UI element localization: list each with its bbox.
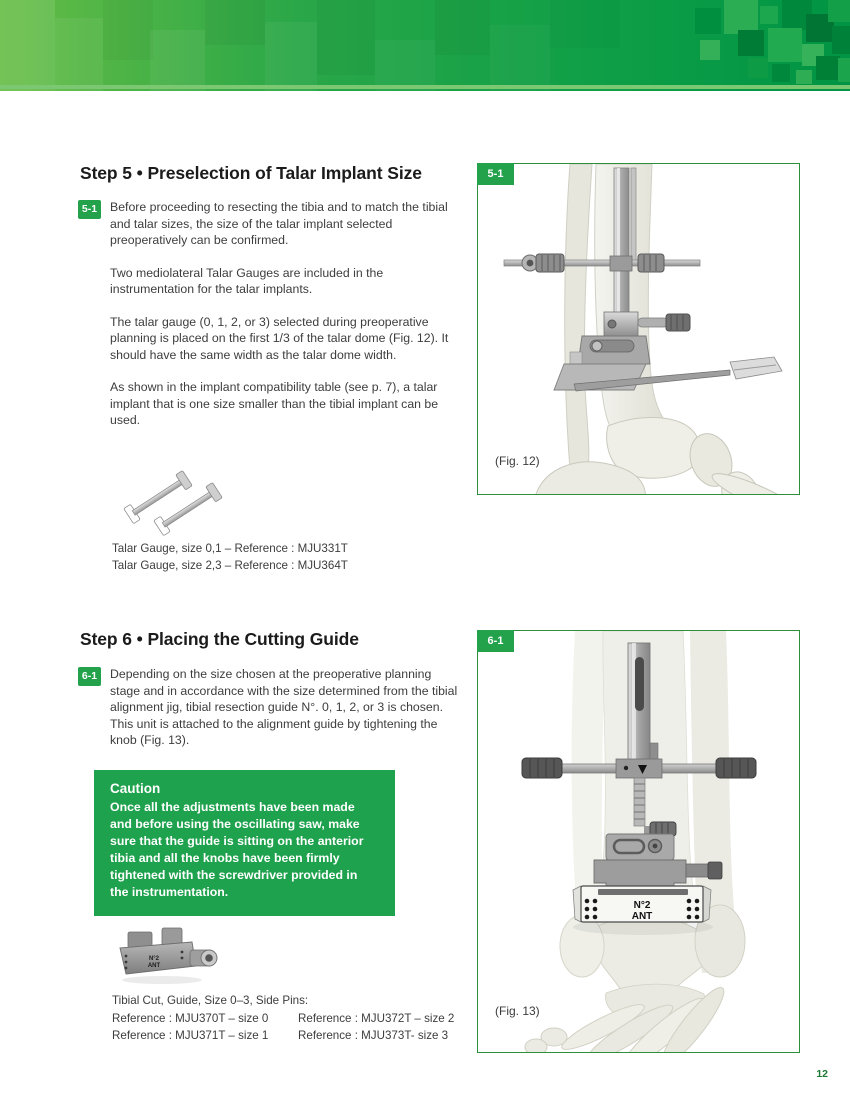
- fig13-tab: 6-1: [477, 630, 514, 652]
- step5-badge: 5-1: [78, 200, 101, 219]
- caution-body: Once all the adjustments have been made and before using the oscillating saw, make sure that the guide is sitting on the anterior tibia and all the knobs have been firmly tightened with the screwdriver provided in the instrumentation.: [110, 800, 364, 899]
- step5-paragraph-3: The talar gauge (0, 1, 2, or 3) selected during preoperative planning is placed on the first 1/3 of the talar dome (Fig. 12). It should have the same width as the talar dome width.: [110, 314, 449, 362]
- reference-item: Reference : MJU370T – size 0: [112, 1012, 269, 1025]
- fig12-tab: 5-1: [477, 163, 514, 185]
- cutting-guide-image: [110, 924, 220, 990]
- step5-paragraph-1: Before proceeding to resecting the tibia and to match the tibial and talar sizes, the size of the talar implant selected preoperatively can be confirmed.: [110, 200, 448, 247]
- guide-caption-title: Tibial Cut, Guide, Size 0–3, Side Pins:: [112, 994, 309, 1007]
- fig12-caption: (Fig. 12): [495, 454, 540, 468]
- reference-item: Reference : MJU373T- size 3: [298, 1029, 449, 1042]
- guide-image-label-line1: N°2: [148, 956, 160, 962]
- guide-references: [112, 1010, 482, 1044]
- fig13-illustration: [478, 631, 799, 1052]
- figure-box-fig12: [477, 163, 800, 495]
- talar-gauge-caption-line1: Talar Gauge, size 0,1 – Reference : MJU331T: [112, 542, 348, 555]
- fig12-illustration: [478, 164, 799, 494]
- step6-badge: 6-1: [78, 667, 101, 686]
- header-band: [0, 0, 850, 91]
- step5-paragraph-4: As shown in the implant compatibility table (see p. 7), a talar implant that is one size smaller than the tibial implant can be used.: [110, 380, 439, 427]
- device-plate-label-line1: N°2: [633, 900, 651, 911]
- step5-heading: Step 5 • Preselection of Talar Implant Size: [80, 163, 422, 183]
- figure-box-fig13: [477, 630, 800, 1053]
- reference-item: Reference : MJU371T – size 1: [112, 1029, 269, 1042]
- guide-image-label-line2: ANT: [147, 963, 161, 969]
- talar-gauge-caption: [112, 541, 348, 574]
- device-plate-label-line2: ANT: [631, 911, 653, 922]
- step5-paragraph-2: Two mediolateral Talar Gauges are included in the instrumentation for the talar implants.: [110, 265, 384, 296]
- fig13-caption: (Fig. 13): [495, 1004, 540, 1018]
- talar-gauge-image: [110, 460, 230, 536]
- step6-text-column: [110, 666, 462, 765]
- step5-text-column: [110, 199, 462, 445]
- step6-paragraph: Depending on the size chosen at the preoperative planning stage and in accordance with the size determined from the tibial alignment jig, tibial resection guide N°. 0, 1, 2, or 3 is chosen. This unit is attached to the alignment guide by tightening the knob (Fig. 13).: [110, 667, 458, 747]
- talar-gauge-caption-line2: Talar Gauge, size 2,3 – Reference : MJU364T: [112, 558, 348, 572]
- page-number: 12: [816, 1068, 828, 1080]
- reference-item: Reference : MJU372T – size 2: [298, 1012, 455, 1025]
- step6-heading: Step 6 • Placing the Cutting Guide: [80, 629, 359, 649]
- caution-box: [94, 770, 395, 916]
- caution-title: Caution: [110, 781, 161, 796]
